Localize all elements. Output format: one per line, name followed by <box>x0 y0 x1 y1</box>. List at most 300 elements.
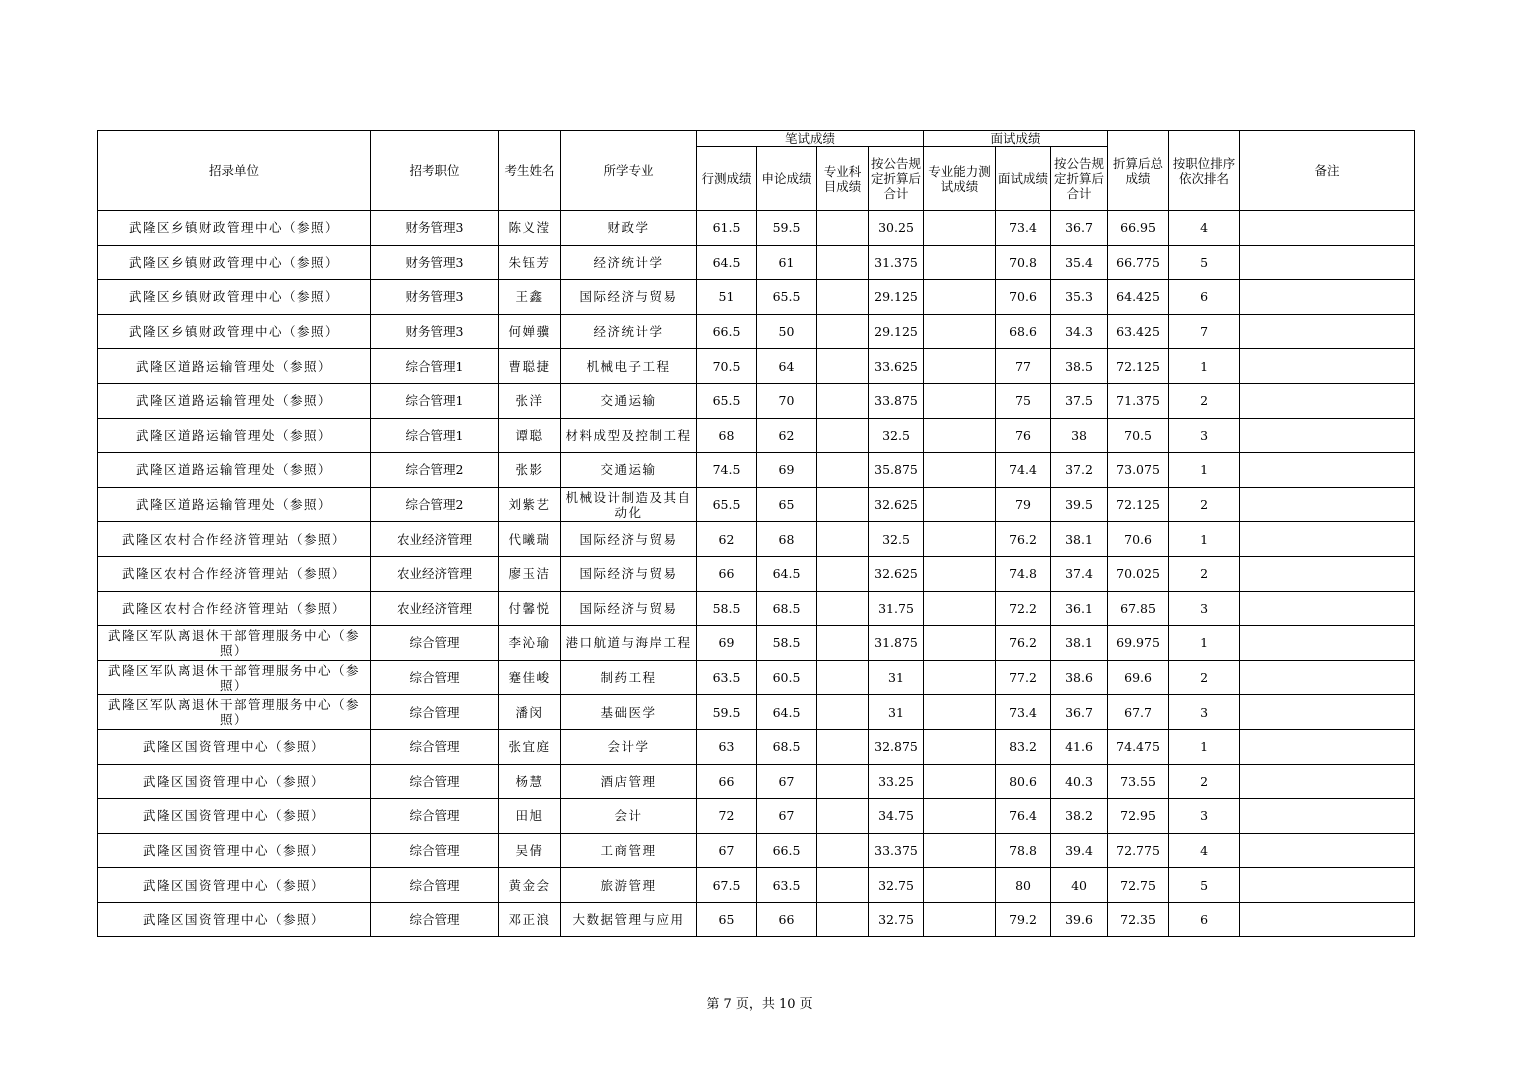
header-written-group: 笔试成绩 <box>697 131 924 147</box>
cell-interview: 72.2 <box>996 591 1051 626</box>
cell-total: 66.95 <box>1108 211 1169 246</box>
cell-position: 农业经济管理 <box>371 556 499 591</box>
cell-name: 廖玉洁 <box>499 556 561 591</box>
score-table-body <box>98 211 1415 937</box>
cell-name: 潘闵 <box>499 695 561 730</box>
cell-written-converted: 32.5 <box>869 418 924 453</box>
cell-interview-converted: 39.4 <box>1051 833 1108 868</box>
cell-position: 综合管理 <box>371 626 499 661</box>
cell-remark <box>1240 729 1415 764</box>
cell-interview-converted: 37.4 <box>1051 556 1108 591</box>
cell-unit: 武隆区道路运输管理处（参照） <box>98 418 371 453</box>
cell-ability <box>924 383 996 418</box>
cell-shenlun: 65.5 <box>757 280 817 315</box>
cell-rank: 1 <box>1169 349 1240 384</box>
cell-xingce: 63.5 <box>697 660 757 695</box>
cell-major: 经济统计学 <box>561 314 697 349</box>
cell-xingce: 59.5 <box>697 695 757 730</box>
cell-interview: 77.2 <box>996 660 1051 695</box>
cell-interview-converted: 37.5 <box>1051 383 1108 418</box>
cell-interview-converted: 38.1 <box>1051 626 1108 661</box>
cell-rank: 3 <box>1169 799 1240 834</box>
cell-interview: 70.8 <box>996 245 1051 280</box>
cell-xingce: 66 <box>697 556 757 591</box>
cell-rank: 7 <box>1169 314 1240 349</box>
cell-written-converted: 33.625 <box>869 349 924 384</box>
cell-interview: 76.2 <box>996 522 1051 557</box>
cell-total: 72.75 <box>1108 868 1169 903</box>
cell-ability <box>924 695 996 730</box>
cell-name: 杨慧 <box>499 764 561 799</box>
cell-subject <box>817 383 869 418</box>
cell-unit: 武隆区国资管理中心（参照） <box>98 868 371 903</box>
cell-ability <box>924 280 996 315</box>
cell-subject <box>817 211 869 246</box>
cell-interview-converted: 37.2 <box>1051 453 1108 488</box>
cell-total: 63.425 <box>1108 314 1169 349</box>
cell-position: 财务管理3 <box>371 211 499 246</box>
cell-rank: 2 <box>1169 764 1240 799</box>
cell-position: 综合管理1 <box>371 383 499 418</box>
cell-rank: 4 <box>1169 833 1240 868</box>
cell-position: 综合管理 <box>371 660 499 695</box>
cell-name: 吴倩 <box>499 833 561 868</box>
cell-name: 田旭 <box>499 799 561 834</box>
cell-total: 69.6 <box>1108 660 1169 695</box>
cell-written-converted: 31.875 <box>869 626 924 661</box>
header-rank: 按职位排序依次排名 <box>1169 131 1240 211</box>
header-row-top <box>98 131 1415 147</box>
cell-interview-converted: 35.3 <box>1051 280 1108 315</box>
cell-written-converted: 32.5 <box>869 522 924 557</box>
cell-unit: 武隆区农村合作经济管理站（参照） <box>98 556 371 591</box>
cell-shenlun: 68.5 <box>757 591 817 626</box>
header-shenlun: 申论成绩 <box>757 147 817 211</box>
cell-ability <box>924 833 996 868</box>
cell-unit: 武隆区道路运输管理处（参照） <box>98 453 371 488</box>
cell-interview-converted: 39.6 <box>1051 902 1108 937</box>
cell-ability <box>924 418 996 453</box>
cell-subject <box>817 902 869 937</box>
cell-interview: 79.2 <box>996 902 1051 937</box>
cell-subject <box>817 280 869 315</box>
cell-unit: 武隆区国资管理中心（参照） <box>98 764 371 799</box>
cell-interview-converted: 40.3 <box>1051 764 1108 799</box>
cell-interview: 68.6 <box>996 314 1051 349</box>
table-row <box>98 868 1415 903</box>
cell-shenlun: 68 <box>757 522 817 557</box>
cell-subject <box>817 556 869 591</box>
cell-rank: 1 <box>1169 453 1240 488</box>
cell-interview-converted: 39.5 <box>1051 487 1108 522</box>
cell-rank: 3 <box>1169 695 1240 730</box>
cell-major: 大数据管理与应用 <box>561 902 697 937</box>
cell-written-converted: 32.75 <box>869 868 924 903</box>
cell-unit: 武隆区国资管理中心（参照） <box>98 833 371 868</box>
cell-name: 陈义滢 <box>499 211 561 246</box>
cell-written-converted: 30.25 <box>869 211 924 246</box>
cell-major: 机械设计制造及其自动化 <box>561 487 697 522</box>
cell-subject <box>817 764 869 799</box>
cell-major: 会计 <box>561 799 697 834</box>
cell-remark <box>1240 902 1415 937</box>
cell-rank: 2 <box>1169 487 1240 522</box>
cell-major: 工商管理 <box>561 833 697 868</box>
cell-major: 交通运输 <box>561 383 697 418</box>
cell-subject <box>817 729 869 764</box>
cell-position: 综合管理 <box>371 902 499 937</box>
cell-unit: 武隆区农村合作经济管理站（参照） <box>98 591 371 626</box>
table-row <box>98 902 1415 937</box>
cell-interview: 79 <box>996 487 1051 522</box>
cell-rank: 1 <box>1169 522 1240 557</box>
cell-remark <box>1240 764 1415 799</box>
cell-rank: 1 <box>1169 729 1240 764</box>
cell-xingce: 70.5 <box>697 349 757 384</box>
cell-major: 制药工程 <box>561 660 697 695</box>
cell-name: 王鑫 <box>499 280 561 315</box>
cell-xingce: 66.5 <box>697 314 757 349</box>
cell-total: 70.025 <box>1108 556 1169 591</box>
cell-xingce: 64.5 <box>697 245 757 280</box>
cell-written-converted: 32.875 <box>869 729 924 764</box>
cell-position: 综合管理 <box>371 868 499 903</box>
cell-shenlun: 63.5 <box>757 868 817 903</box>
table-row <box>98 833 1415 868</box>
cell-remark <box>1240 556 1415 591</box>
cell-xingce: 61.5 <box>697 211 757 246</box>
cell-subject <box>817 349 869 384</box>
table-row <box>98 626 1415 661</box>
cell-xingce: 67 <box>697 833 757 868</box>
cell-interview: 80.6 <box>996 764 1051 799</box>
header-written-converted: 按公告规定折算后合计 <box>869 147 924 211</box>
cell-name: 付馨悦 <box>499 591 561 626</box>
cell-shenlun: 66 <box>757 902 817 937</box>
cell-position: 农业经济管理 <box>371 522 499 557</box>
cell-position: 综合管理1 <box>371 349 499 384</box>
cell-xingce: 62 <box>697 522 757 557</box>
cell-interview-converted: 36.7 <box>1051 211 1108 246</box>
cell-total: 72.35 <box>1108 902 1169 937</box>
cell-xingce: 68 <box>697 418 757 453</box>
cell-xingce: 72 <box>697 799 757 834</box>
cell-major: 财政学 <box>561 211 697 246</box>
cell-interview: 75 <box>996 383 1051 418</box>
cell-shenlun: 66.5 <box>757 833 817 868</box>
cell-position: 农业经济管理 <box>371 591 499 626</box>
cell-written-converted: 32.625 <box>869 487 924 522</box>
cell-total: 67.85 <box>1108 591 1169 626</box>
cell-remark <box>1240 349 1415 384</box>
cell-ability <box>924 868 996 903</box>
cell-remark <box>1240 660 1415 695</box>
cell-total: 70.6 <box>1108 522 1169 557</box>
header-interview-converted: 按公告规定折算后合计 <box>1051 147 1108 211</box>
cell-xingce: 58.5 <box>697 591 757 626</box>
cell-unit: 武隆区军队离退休干部管理服务中心（参照） <box>98 660 371 695</box>
cell-shenlun: 67 <box>757 799 817 834</box>
cell-position: 综合管理2 <box>371 453 499 488</box>
cell-xingce: 65 <box>697 902 757 937</box>
cell-major: 酒店管理 <box>561 764 697 799</box>
cell-remark <box>1240 418 1415 453</box>
cell-total: 70.5 <box>1108 418 1169 453</box>
cell-interview-converted: 38.2 <box>1051 799 1108 834</box>
cell-interview: 74.8 <box>996 556 1051 591</box>
table-row <box>98 280 1415 315</box>
cell-subject <box>817 868 869 903</box>
cell-interview: 73.4 <box>996 695 1051 730</box>
cell-shenlun: 50 <box>757 314 817 349</box>
table-row <box>98 487 1415 522</box>
cell-interview: 77 <box>996 349 1051 384</box>
cell-remark <box>1240 522 1415 557</box>
cell-interview-converted: 38 <box>1051 418 1108 453</box>
cell-major: 机械电子工程 <box>561 349 697 384</box>
cell-total: 66.775 <box>1108 245 1169 280</box>
cell-name: 蹇佳峻 <box>499 660 561 695</box>
cell-interview-converted: 41.6 <box>1051 729 1108 764</box>
header-unit: 招录单位 <box>98 131 371 211</box>
cell-ability <box>924 211 996 246</box>
cell-total: 74.475 <box>1108 729 1169 764</box>
cell-subject <box>817 591 869 626</box>
cell-unit: 武隆区乡镇财政管理中心（参照） <box>98 314 371 349</box>
table-row <box>98 349 1415 384</box>
cell-name: 黄金会 <box>499 868 561 903</box>
cell-major: 国际经济与贸易 <box>561 556 697 591</box>
cell-position: 综合管理 <box>371 695 499 730</box>
table-row <box>98 695 1415 730</box>
cell-remark <box>1240 833 1415 868</box>
cell-major: 材料成型及控制工程 <box>561 418 697 453</box>
cell-xingce: 63 <box>697 729 757 764</box>
cell-rank: 5 <box>1169 245 1240 280</box>
cell-position: 财务管理3 <box>371 314 499 349</box>
table-row <box>98 764 1415 799</box>
cell-major: 基础医学 <box>561 695 697 730</box>
cell-written-converted: 33.375 <box>869 833 924 868</box>
cell-position: 财务管理3 <box>371 245 499 280</box>
table-row <box>98 383 1415 418</box>
cell-position: 财务管理3 <box>371 280 499 315</box>
cell-shenlun: 58.5 <box>757 626 817 661</box>
cell-ability <box>924 591 996 626</box>
cell-major: 经济统计学 <box>561 245 697 280</box>
cell-interview-converted: 38.5 <box>1051 349 1108 384</box>
table-row <box>98 522 1415 557</box>
cell-total: 72.125 <box>1108 487 1169 522</box>
cell-major: 会计学 <box>561 729 697 764</box>
cell-rank: 3 <box>1169 418 1240 453</box>
cell-unit: 武隆区乡镇财政管理中心（参照） <box>98 245 371 280</box>
cell-name: 邓正浪 <box>499 902 561 937</box>
cell-rank: 2 <box>1169 556 1240 591</box>
cell-interview-converted: 36.1 <box>1051 591 1108 626</box>
cell-interview-converted: 40 <box>1051 868 1108 903</box>
cell-remark <box>1240 314 1415 349</box>
cell-written-converted: 33.875 <box>869 383 924 418</box>
table-row <box>98 418 1415 453</box>
cell-name: 张宜庭 <box>499 729 561 764</box>
cell-total: 73.55 <box>1108 764 1169 799</box>
cell-unit: 武隆区国资管理中心（参照） <box>98 799 371 834</box>
table-row <box>98 799 1415 834</box>
cell-unit: 武隆区军队离退休干部管理服务中心（参照） <box>98 626 371 661</box>
cell-ability <box>924 487 996 522</box>
cell-ability <box>924 314 996 349</box>
cell-interview-converted: 34.3 <box>1051 314 1108 349</box>
cell-name: 朱钰芳 <box>499 245 561 280</box>
cell-rank: 6 <box>1169 280 1240 315</box>
cell-major: 国际经济与贸易 <box>561 280 697 315</box>
cell-total: 72.125 <box>1108 349 1169 384</box>
cell-name: 何婵骥 <box>499 314 561 349</box>
cell-ability <box>924 522 996 557</box>
cell-interview-converted: 36.7 <box>1051 695 1108 730</box>
cell-subject <box>817 418 869 453</box>
cell-subject <box>817 799 869 834</box>
cell-rank: 4 <box>1169 211 1240 246</box>
cell-interview-converted: 38.6 <box>1051 660 1108 695</box>
cell-remark <box>1240 799 1415 834</box>
cell-written-converted: 31 <box>869 660 924 695</box>
cell-name: 李沁瑜 <box>499 626 561 661</box>
cell-ability <box>924 556 996 591</box>
cell-interview: 73.4 <box>996 211 1051 246</box>
header-name: 考生姓名 <box>499 131 561 211</box>
cell-position: 综合管理 <box>371 764 499 799</box>
cell-total: 69.975 <box>1108 626 1169 661</box>
cell-major: 旅游管理 <box>561 868 697 903</box>
header-xingce: 行测成绩 <box>697 147 757 211</box>
cell-ability <box>924 799 996 834</box>
cell-interview: 83.2 <box>996 729 1051 764</box>
cell-unit: 武隆区乡镇财政管理中心（参照） <box>98 280 371 315</box>
cell-rank: 5 <box>1169 868 1240 903</box>
cell-subject <box>817 314 869 349</box>
cell-major: 港口航道与海岸工程 <box>561 626 697 661</box>
cell-interview: 78.8 <box>996 833 1051 868</box>
cell-written-converted: 29.125 <box>869 314 924 349</box>
cell-shenlun: 65 <box>757 487 817 522</box>
page-number: 第 7 页，共 10 页 <box>706 997 813 1012</box>
header-position: 招考职位 <box>371 131 499 211</box>
header-total: 折算后总成绩 <box>1108 131 1169 211</box>
cell-total: 72.775 <box>1108 833 1169 868</box>
cell-written-converted: 33.25 <box>869 764 924 799</box>
cell-total: 73.075 <box>1108 453 1169 488</box>
cell-major: 交通运输 <box>561 453 697 488</box>
table-row <box>98 556 1415 591</box>
cell-unit: 武隆区道路运输管理处（参照） <box>98 383 371 418</box>
cell-interview: 76.4 <box>996 799 1051 834</box>
cell-subject <box>817 487 869 522</box>
cell-subject <box>817 626 869 661</box>
cell-unit: 武隆区道路运输管理处（参照） <box>98 349 371 384</box>
cell-shenlun: 61 <box>757 245 817 280</box>
cell-unit: 武隆区农村合作经济管理站（参照） <box>98 522 371 557</box>
cell-ability <box>924 626 996 661</box>
cell-remark <box>1240 383 1415 418</box>
cell-subject <box>817 660 869 695</box>
cell-position: 综合管理 <box>371 729 499 764</box>
cell-name: 代曦瑞 <box>499 522 561 557</box>
table-row <box>98 211 1415 246</box>
cell-xingce: 65.5 <box>697 487 757 522</box>
cell-xingce: 51 <box>697 280 757 315</box>
cell-shenlun: 62 <box>757 418 817 453</box>
cell-ability <box>924 764 996 799</box>
cell-subject <box>817 453 869 488</box>
cell-remark <box>1240 868 1415 903</box>
header-major: 所学专业 <box>561 131 697 211</box>
cell-shenlun: 60.5 <box>757 660 817 695</box>
header-interview-group: 面试成绩 <box>924 131 1108 147</box>
cell-position: 综合管理 <box>371 833 499 868</box>
cell-shenlun: 70 <box>757 383 817 418</box>
cell-remark <box>1240 453 1415 488</box>
cell-ability <box>924 660 996 695</box>
cell-written-converted: 31 <box>869 695 924 730</box>
cell-position: 综合管理2 <box>371 487 499 522</box>
cell-shenlun: 69 <box>757 453 817 488</box>
cell-subject <box>817 833 869 868</box>
table-row <box>98 453 1415 488</box>
cell-shenlun: 67 <box>757 764 817 799</box>
cell-written-converted: 29.125 <box>869 280 924 315</box>
cell-xingce: 74.5 <box>697 453 757 488</box>
cell-ability <box>924 729 996 764</box>
cell-shenlun: 59.5 <box>757 211 817 246</box>
cell-xingce: 69 <box>697 626 757 661</box>
cell-remark <box>1240 245 1415 280</box>
cell-xingce: 66 <box>697 764 757 799</box>
cell-written-converted: 34.75 <box>869 799 924 834</box>
cell-remark <box>1240 487 1415 522</box>
table-row <box>98 245 1415 280</box>
cell-subject <box>817 245 869 280</box>
cell-name: 刘紫艺 <box>499 487 561 522</box>
score-table <box>97 130 1415 937</box>
cell-name: 张影 <box>499 453 561 488</box>
cell-unit: 武隆区国资管理中心（参照） <box>98 729 371 764</box>
cell-name: 曹聪捷 <box>499 349 561 384</box>
cell-shenlun: 64 <box>757 349 817 384</box>
cell-unit: 武隆区军队离退休干部管理服务中心（参照） <box>98 695 371 730</box>
cell-name: 谭聪 <box>499 418 561 453</box>
table-row <box>98 314 1415 349</box>
table-row <box>98 591 1415 626</box>
header-ability: 专业能力测试成绩 <box>924 147 996 211</box>
cell-ability <box>924 245 996 280</box>
cell-unit: 武隆区乡镇财政管理中心（参照） <box>98 211 371 246</box>
cell-position: 综合管理 <box>371 799 499 834</box>
cell-major: 国际经济与贸易 <box>561 591 697 626</box>
cell-shenlun: 64.5 <box>757 556 817 591</box>
cell-name: 张洋 <box>499 383 561 418</box>
cell-rank: 2 <box>1169 660 1240 695</box>
cell-interview: 80 <box>996 868 1051 903</box>
cell-written-converted: 32.625 <box>869 556 924 591</box>
cell-interview: 74.4 <box>996 453 1051 488</box>
cell-remark <box>1240 695 1415 730</box>
cell-xingce: 67.5 <box>697 868 757 903</box>
header-subject: 专业科目成绩 <box>817 147 869 211</box>
cell-remark <box>1240 211 1415 246</box>
cell-interview: 70.6 <box>996 280 1051 315</box>
